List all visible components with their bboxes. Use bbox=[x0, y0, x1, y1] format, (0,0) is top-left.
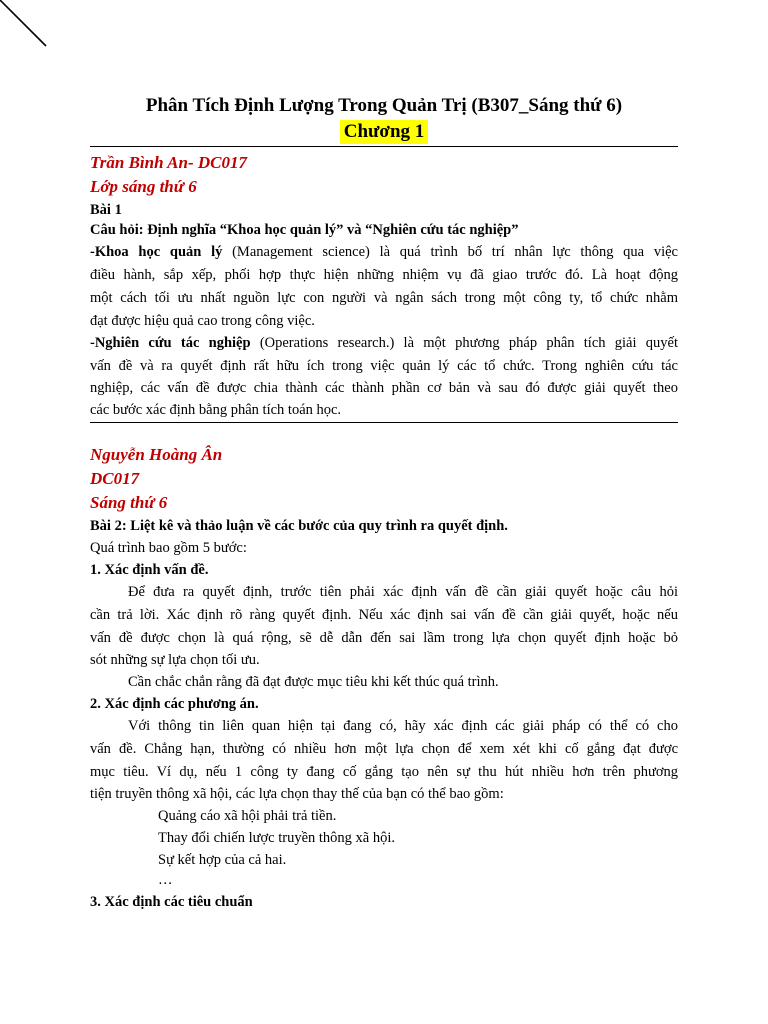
paragraph-line: điều hành, sắp xếp, phối hợp thực hiện những nhiệm vụ đã giao trước đó. Là hoạt động bbox=[90, 267, 678, 283]
author-name: Nguyễn Hoàng Ân bbox=[90, 445, 223, 464]
paragraph-line: Cần chắc chắn rằng đã đạt được mục tiêu khi kết thúc quá trình. bbox=[128, 674, 499, 690]
paragraph-line: Để đưa ra quyết định, trước tiên phải xác định vấn đề cần giải quyết hoặc câu hỏi bbox=[128, 584, 678, 600]
paragraph-line: Với thông tin liên quan hiện tại đang có, hãy xác định các giải pháp có thể có cho bbox=[128, 718, 678, 734]
option-item: Sự kết hợp của cả hai. bbox=[158, 852, 287, 868]
paragraph-line: một cách tối ưu nhất nguồn lực con người và ngân sách trong một công ty, tổ chức nhằm bbox=[90, 290, 678, 306]
paragraph-line: vấn đề được chọn là quá rộng, sẽ dễ dẫn đến sai lầm trong lựa chọn quyết định hoặc bỏ bbox=[90, 630, 678, 646]
paragraph-line: -Khoa học quản lý (Management science) là quá trình bố trí nhân lực thông qua việc bbox=[90, 244, 678, 260]
term-operations-research: -Nghiên cứu tác nghiệp bbox=[90, 335, 251, 351]
step-heading: 2. Xác định các phương án. bbox=[90, 696, 259, 712]
term-management-science: -Khoa học quản lý bbox=[90, 244, 223, 260]
paragraph-line: cần trả lời. Xác định rõ ràng quyết định. Nếu xác định sai vấn đề cần giải quyết, hoặc nếu bbox=[90, 607, 678, 623]
paragraph-line: -Nghiên cứu tác nghiệp (Operations research.) là một phương pháp phân tích giải quyết bbox=[90, 335, 678, 351]
paragraph-line: các bước xác định bằng phân tích toán học. bbox=[90, 402, 342, 418]
option-item: Quảng cáo xã hội phải trả tiền. bbox=[158, 808, 337, 824]
paragraph-line: sót những sự lựa chọn tối ưu. bbox=[90, 652, 260, 668]
ellipsis: … bbox=[158, 872, 173, 888]
lesson-title: Bài 2: Liệt kê và thảo luận về các bước của quy trình ra quyết định. bbox=[90, 518, 508, 534]
lesson-label: Bài 1 bbox=[90, 202, 122, 218]
paragraph-line: tiện truyền thông xã hội, các lựa chọn thay thế của bạn có thể bao gồm: bbox=[90, 786, 504, 802]
session-label: Sáng thứ 6 bbox=[90, 493, 168, 512]
divider bbox=[90, 146, 678, 147]
paragraph-line: vấn đề và ra quyết định rất hữu ích trong việc quản lý các tổ chức. Trong nghiên cứu tác bbox=[90, 358, 678, 374]
chapter-heading: Chương 1 bbox=[340, 120, 429, 144]
step-heading: 1. Xác định vấn đề. bbox=[90, 562, 209, 578]
paragraph-line: đạt được hiệu quả cao trong công việc. bbox=[90, 313, 315, 329]
student-code: DC017 bbox=[90, 469, 140, 488]
option-item: Thay đổi chiến lược truyền thông xã hội. bbox=[158, 830, 395, 846]
divider bbox=[90, 422, 678, 423]
intro-text: Quá trình bao gồm 5 bước: bbox=[90, 540, 247, 556]
step-heading: 3. Xác định các tiêu chuẩn bbox=[90, 894, 253, 910]
author-name: Trần Bình An- DC017 bbox=[90, 153, 247, 172]
class-label: Lớp sáng thứ 6 bbox=[90, 177, 197, 196]
question-text: Câu hỏi: Định nghĩa “Khoa học quản lý” và “Nghiên cứu tác nghiệp” bbox=[90, 222, 519, 238]
corner-decoration-line bbox=[0, 0, 60, 60]
document-title: Phân Tích Định Lượng Trong Quản Trị (B307_Sáng thứ 6) bbox=[145, 95, 623, 116]
paragraph-line: nghiệp, các vấn đề được chia thành các thành phần cơ bản và sau đó được giải quyết theo bbox=[90, 380, 678, 396]
paragraph-line: mục tiêu. Ví dụ, nếu 1 công ty đang cố gắng tạo nên sự thu hút nhiều hơn trên phương bbox=[90, 764, 678, 780]
paragraph-line: vấn đề. Chẳng hạn, thường có nhiều hơn một lựa chọn để xem xét khi cố gắng đạt được bbox=[90, 741, 678, 757]
